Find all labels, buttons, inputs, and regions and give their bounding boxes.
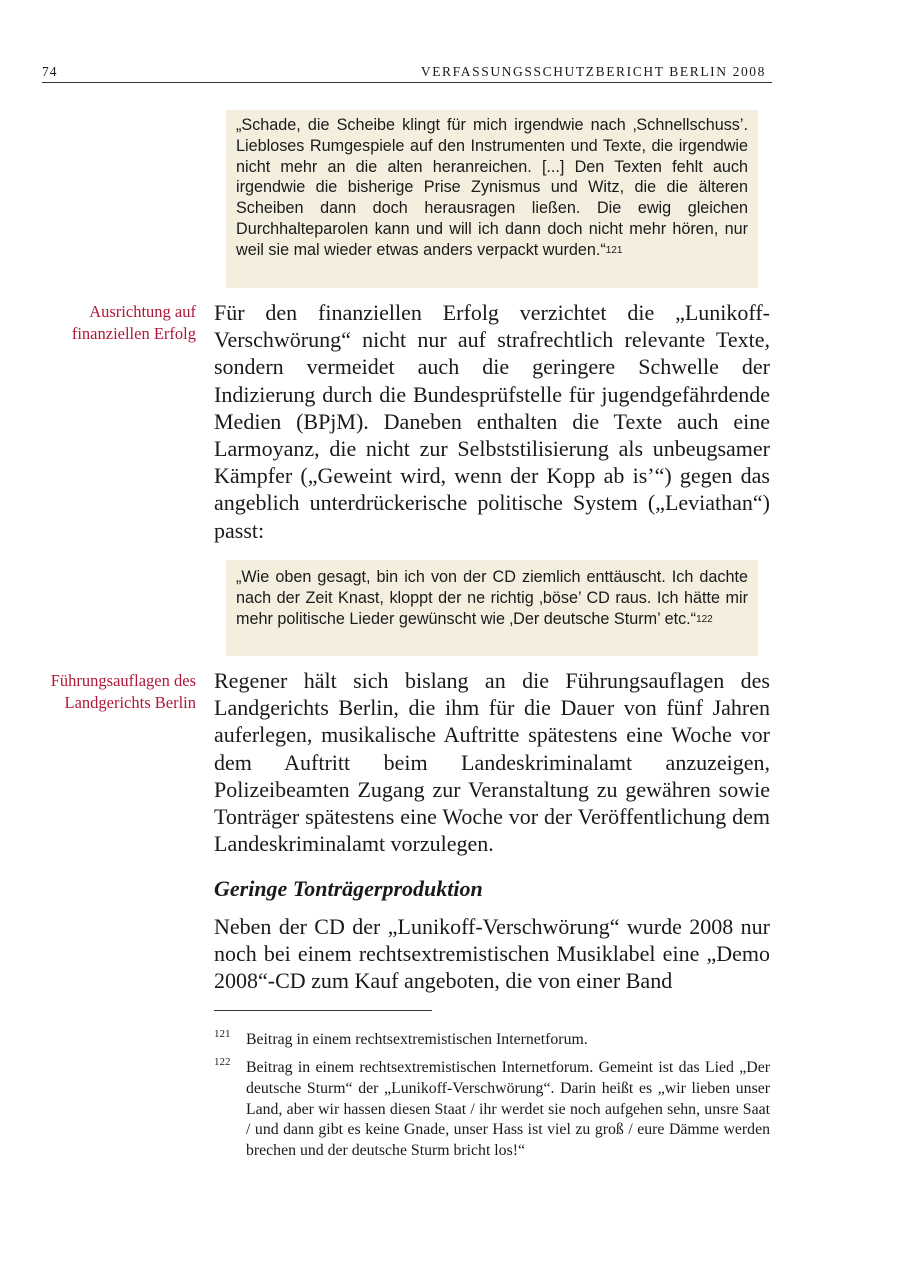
paragraph-3: Neben der CD der „Lunikoff-Verschwörung“ wurde 2008 nur noch bei einem rechtsextremistischen Musiklabel eine „Demo 2008“-CD zum Kauf angeboten, die von einer Band	[214, 914, 770, 994]
footnote-text: Beitrag in einem rechtsextremistischen Internetforum. Gemeint ist das Lied „Der deutsche Sturm“ der „Lunikoff-Verschwörung“. Darin heißt es „wir lieben unser Land, aber wir hassen diesen Staat / ihr werdet sie noch aufgehen sehn, unsre Saat / und dann gibt es keine Gnade, unser Hass ist viel zu groß / eure Dämme werden brechen und der deutsche Sturm bricht los!“	[246, 1059, 770, 1160]
footnote-divider	[214, 1010, 432, 1011]
footnote-number: 121	[214, 1028, 231, 1040]
quote-2-footnote-ref[interactable]: 122	[696, 613, 713, 625]
footnote-122	[214, 1058, 770, 1162]
section-heading: Geringe Tonträgerproduktion	[214, 876, 483, 901]
running-title: VERFASSUNGSSCHUTZBERICHT BERLIN 2008	[420, 64, 766, 79]
quote-block-2	[226, 560, 758, 656]
footnote-121	[214, 1030, 770, 1051]
paragraph-2: Regener hält sich bislang an die Führungsauflagen des Landgerichts Berlin, die ihm für die Dauer von fünf Jahren auferlegen, musikalische Auftritte spätestens eine Woche vor dem Auftritt beim Landeskriminalamt anzuzeigen, Polizeibeamten Zugang zur Veranstaltung zu gewähren sowie Tonträger spätestens eine Woche vor der Veröffentlichung dem Landeskriminalamt vorzulegen.	[214, 668, 770, 857]
quote-1-footnote-ref[interactable]: 121	[605, 244, 623, 256]
page-header	[42, 62, 772, 83]
paragraph-1: Für den finanziellen Erfolg verzichtet die „Lunikoff-Verschwörung“ nicht nur auf strafrechtlich relevante Texte, sondern vermeidet auch die geringere Schwelle der Indizierung durch die Bundesprüfstelle für jugendgefährdende Medien (BPjM). Daneben enthalten die Texte auch eine Larmoyanz, die nicht zur Selbststilisierung als unbeugsamer Kämpfer („Geweint wird, wenn der Kopp ab is’“) gegen das angeblich unterdrückerische politische System („Leviathan“) passt:	[214, 300, 770, 543]
quote-2-text: „Wie oben gesagt, bin ich von der CD ziemlich enttäuscht. Ich dachte nach der Zeit Knast, kloppt der ne richtig ‚böse’ CD raus. Ich hätte mir mehr politische Lieder gewünscht wie ‚Der deutsche Sturm’ etc.“	[236, 568, 748, 628]
quote-1-text: „Schade, die Scheibe klingt für mich irgendwie nach ‚Schnellschuss’. Liebloses Rumgespiele auf den Instrumenten und Texte, die irgendwie nicht mehr an die alten heranreichen. [...] Den Texten fehlt auch irgendwie die bisherige Prise Zynismus und Witz, die die älteren Scheiben dann doch herausragen ließen. Die ewig gleichen Durchhalteparolen kann und will ich dann doch nicht mehr hören, nur weil sie mal wieder etwas anders verpackt wurden.“	[236, 116, 748, 259]
margin-note-court-conditions: Führungsauflagen des Landgerichts Berlin	[50, 671, 196, 712]
margin-note-financial-success: Ausrichtung auf finanziellen Erfolg	[71, 302, 196, 343]
quote-block-1	[226, 110, 758, 288]
footnote-text: Beitrag in einem rechtsextremistischen Internetforum.	[246, 1031, 588, 1048]
footnote-number: 122	[214, 1056, 231, 1068]
page-number: 74	[42, 64, 58, 79]
